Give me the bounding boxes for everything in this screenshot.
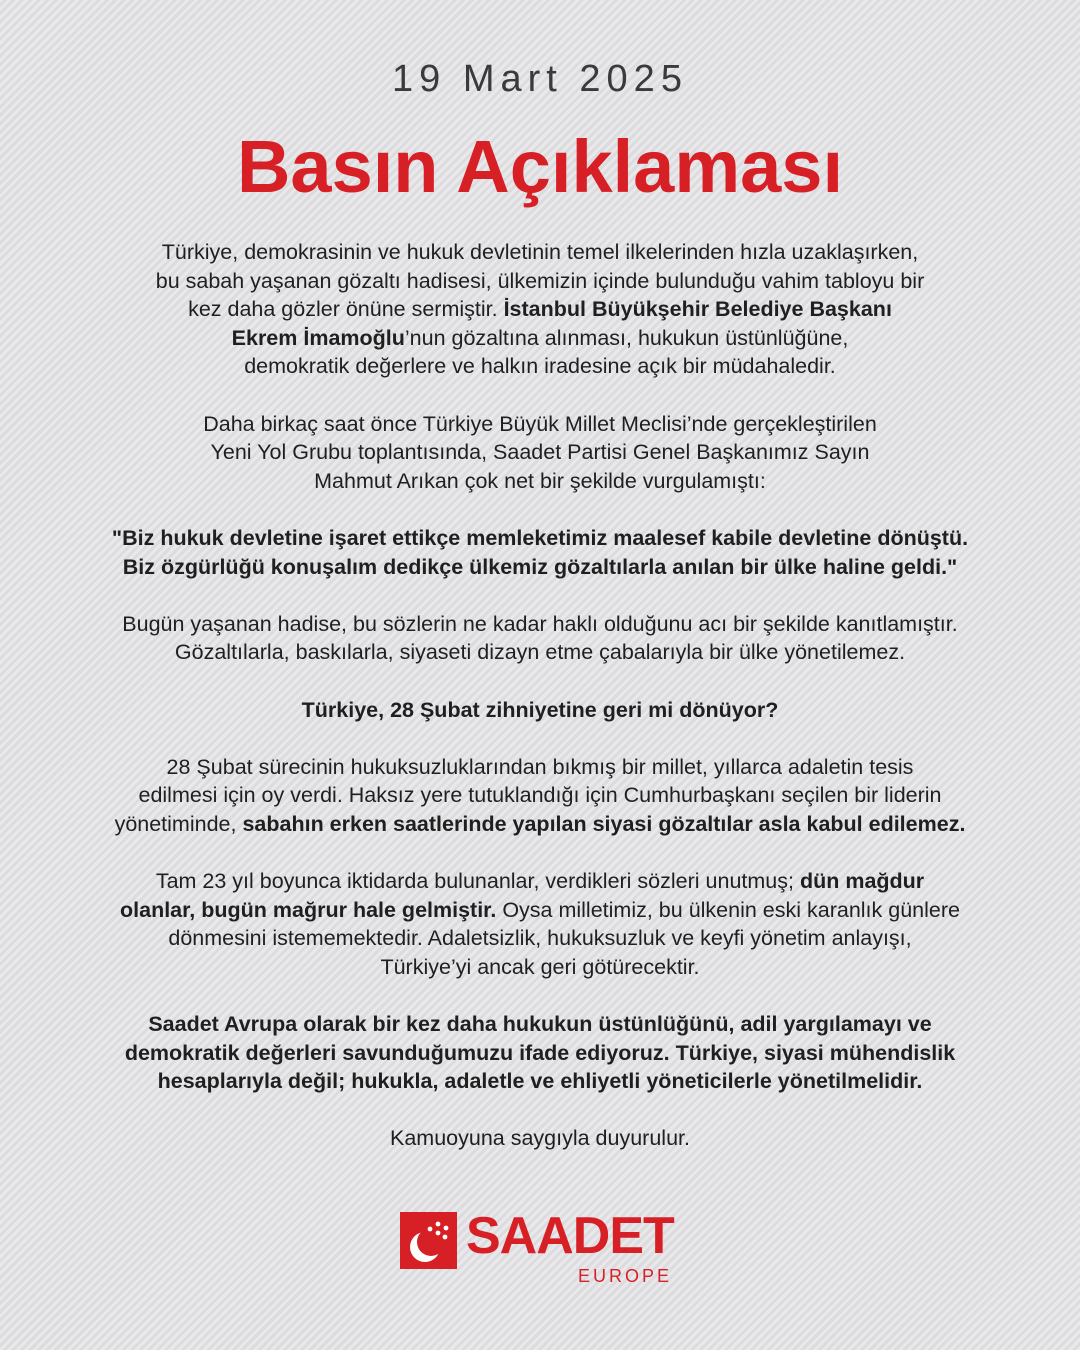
paragraph-line: Daha birkaç saat önce Türkiye Büyük Millet Meclisi’nde gerçekleştirilen [203, 411, 877, 436]
paragraph-line: Saadet Avrupa olarak bir kez daha hukukun üstünlüğünü, adil yargılamayı ve [148, 1012, 932, 1037]
paragraph-line [50, 810, 1030, 839]
text-run: Oysa milletimiz, bu ülkenin eski karanlık günlere [496, 897, 960, 922]
paragraph-line: Yeni Yol Grubu toplantısında, Saadet Partisi Genel Başkanımız Sayın [210, 440, 870, 465]
text-run: ’nun gözaltına alınması, hukukun üstünlüğüne, [404, 325, 849, 350]
paragraph-line [50, 324, 1030, 353]
text-run: kez daha gözler önüne sermiştir. [188, 297, 504, 322]
quote-line: Biz özgürlüğü konuşalım dedikçe ülkemiz gözaltılarla anılan bir ülke haline geldi." [122, 554, 958, 579]
emphasis-text: İstanbul Büyükşehir Belediye Başkanı [503, 297, 892, 322]
emphasis-text: Ekrem İmamoğlu [231, 325, 405, 350]
emphasis-text: olanlar, bugün mağrur hale gelmiştir. [120, 897, 497, 922]
paragraph-line: Mahmut Arıkan çok net bir şekilde vurgulamıştı: [314, 468, 766, 493]
paragraph-line: Türkiye, demokrasinin ve hukuk devletinin temel ilkelerinden hızla uzaklaşırken, [161, 240, 919, 264]
paragraph-line: Gözaltılarla, baskılarla, siyaseti dizayn etme çabalarıyla bir ülke yönetilemez. [174, 640, 906, 665]
question-line: Türkiye, 28 Şubat zihniyetine geri mi dönüyor? [301, 697, 779, 722]
text-run: yönetiminde, [114, 811, 243, 836]
paragraph-line [50, 295, 1030, 324]
question-heading [50, 696, 1030, 725]
paragraph-4 [50, 610, 1030, 667]
closing-text: Kamuoyuna saygıyla duyurulur. [390, 1126, 690, 1151]
paragraph-line: dönmesini istememektedir. Adaletsizlik, hukuksuzluk ve keyfi yönetim anlayışı, [168, 926, 912, 951]
paragraph-line: edilmesi için oy verdi. Haksız yere tutuklandığı için Cumhurbaşkanı seçilen bir liderin [138, 783, 942, 808]
logo-wordmark: SAADET [466, 1207, 674, 1265]
paragraph-line: 28 Şubat sürecinin hukuksuzluklarından bıkmış bir millet, yıllarca adaletin tesis [166, 754, 914, 779]
closing-line [50, 1124, 1030, 1153]
paragraph-line: demokratik değerlere ve halkın iradesine açık bir müdahaledir. [244, 354, 836, 379]
release-date: 19 Mart 2025 [392, 58, 688, 100]
paragraph-line [50, 896, 1030, 925]
paragraph-line [50, 867, 1030, 896]
paragraph-7 [50, 867, 1030, 981]
emphasis-text: dün mağdur [799, 869, 925, 894]
paragraph-6 [50, 753, 1030, 839]
saadet-europe-logo [400, 1207, 690, 1288]
page-title: Basın Açıklaması [236, 125, 844, 208]
paragraph-line: Türkiye’yi ancak geri götürecektir. [380, 954, 700, 979]
paragraph-2 [50, 410, 1030, 496]
emphasis-text: sabahın erken saatlerinde yapılan siyasi gözaltılar asla kabul edilemez. [242, 811, 966, 836]
paragraph-line: bu sabah yaşanan gözaltı hadisesi, ülkemizin içinde bulunduğu vahim tabloyu bir [155, 268, 925, 293]
crescent-stars-icon [400, 1212, 457, 1269]
text-run: Tam 23 yıl boyunca iktidarda bulunanlar, verdikleri sözleri unutmuş; [155, 869, 800, 894]
quote-paragraph [50, 524, 1030, 581]
paragraph-line: demokratik değerleri savunduğumuzu ifade ediyoruz. Türkiye, siyasi mühendislik [124, 1040, 956, 1065]
paragraph-1 [50, 238, 1030, 381]
paragraph-line: hesaplarıyla değil; hukukla, adaletle ve ehliyetli yöneticilerle yönetilmelidir. [157, 1069, 923, 1094]
statement-body [50, 238, 1030, 1182]
quote-line: "Biz hukuk devletine işaret ettikçe memleketimiz maalesef kabile devletine dönüştü. [111, 525, 969, 550]
paragraph-8 [50, 1010, 1030, 1096]
paragraph-line: Bugün yaşanan hadise, bu sözlerin ne kadar haklı olduğunu acı bir şekilde kanıtlamıştır. [122, 611, 958, 636]
logo-subtitle: EUROPE [578, 1266, 673, 1286]
